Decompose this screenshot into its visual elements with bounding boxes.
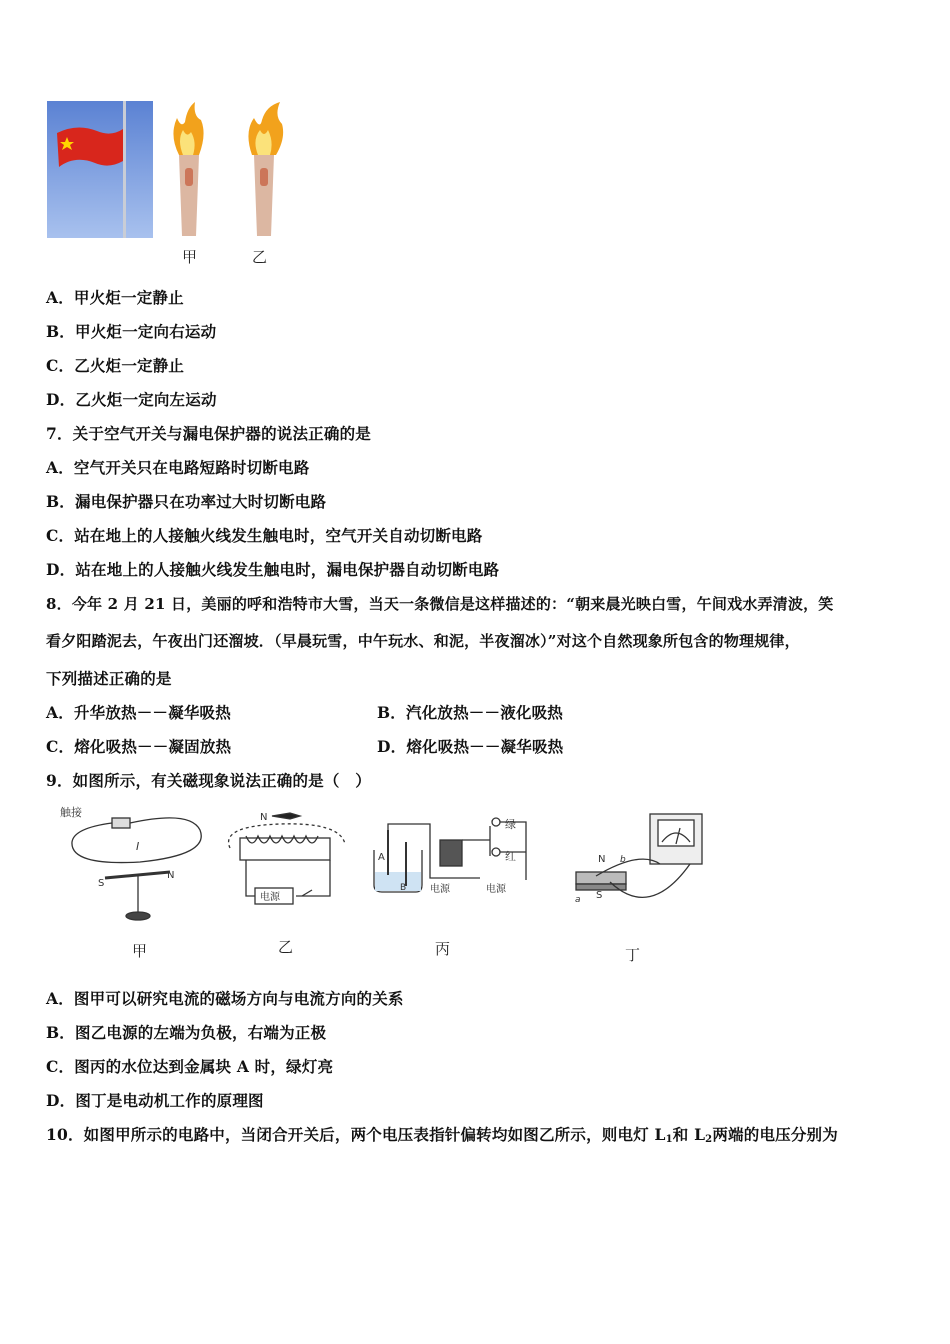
- q8-stem-line-2: 看夕阳踏泥去，午夜出门还溜坡．（早晨玩雪，中午玩水、和泥，半夜溜冰）”对这个自然现象所包含的物理规律，: [46, 632, 800, 650]
- q9-option-d: D．图丁是电动机工作的原理图: [46, 1091, 264, 1110]
- label-small-b: b: [620, 855, 626, 865]
- label-s2: S: [596, 890, 603, 901]
- label-b: B: [400, 883, 407, 893]
- label-a: A: [378, 852, 385, 863]
- label-power2: 电源: [430, 884, 450, 895]
- q9-option-b: B．图乙电源的左端为负极，右端为正极: [46, 1023, 327, 1042]
- q9-option-a: A．图甲可以研究电流的磁场方向与电流方向的关系: [46, 989, 404, 1008]
- magnetism-diagrams: [50, 800, 730, 970]
- q7-stem: 7．关于空气开关与漏电保护器的说法正确的是: [46, 424, 371, 443]
- diagram-jia: [60, 805, 201, 920]
- label-small-a: a: [575, 895, 581, 905]
- q8-option-b: B．汽化放热－－液化吸热: [377, 703, 564, 722]
- torch-jia: [165, 100, 210, 238]
- label-red: 红: [505, 850, 516, 863]
- caption-9-ding: 丁: [625, 946, 641, 964]
- label-n1: N: [167, 870, 175, 881]
- caption-9-jia: 甲: [132, 942, 148, 960]
- q7-option-c: C．站在地上的人接触火线发生触电时，空气开关自动切断电路: [46, 526, 483, 545]
- label-s1: S: [98, 878, 105, 889]
- label-touch: 触接: [60, 806, 82, 819]
- q10-l1-sub: 1: [665, 1134, 673, 1145]
- q8-stem-line-3: 下列描述正确的是: [46, 669, 172, 688]
- caption-yi: 乙: [252, 248, 268, 266]
- q10-l2: L: [694, 1125, 706, 1144]
- q9-option-c: C．图丙的水位达到金属块 A 时，绿灯亮: [46, 1057, 334, 1076]
- label-power1: 电源: [260, 892, 280, 903]
- q6-option-b: B．甲火炬一定向右运动: [46, 322, 217, 341]
- q10-stem-before: 10．如图甲所示的电路中，当闭合开关后，两个电压表指针偏转均如图乙所示，则电灯: [46, 1125, 655, 1144]
- torch-yi: [242, 100, 287, 238]
- q6-option-d: D．乙火炬一定向左运动: [46, 390, 217, 409]
- q8-option-c: C．熔化吸热－－凝固放热: [46, 737, 232, 756]
- q10-mid: 和: [672, 1125, 695, 1144]
- flag-photo: [47, 101, 153, 238]
- diagram-bing: [374, 818, 526, 895]
- caption-9-bing: 丙: [435, 940, 451, 958]
- q10-l2-sub: 2: [705, 1134, 713, 1145]
- label-power3: 电源: [486, 884, 506, 895]
- q7-option-a: A．空气开关只在电路短路时切断电路: [46, 458, 310, 477]
- q7-option-d: D．站在地上的人接触火线发生触电时，漏电保护器自动切断电路: [46, 560, 500, 579]
- q6-option-c: C．乙火炬一定静止: [46, 356, 185, 375]
- q8-stem-line-1: 8．今年 2 月 21 日，美丽的呼和浩特市大雪，当天一条微信是这样描述的：“朝来晨光映白雪，午间戏水弄清波，笑: [46, 595, 834, 613]
- q8-option-a: A．升华放热－－凝华吸热: [46, 703, 231, 722]
- label-current: I: [136, 840, 140, 853]
- q10-stem-after: 两端的电压分别为: [712, 1125, 838, 1144]
- label-green: 绿: [505, 818, 516, 831]
- q6-option-a: A．甲火炬一定静止: [46, 288, 184, 307]
- q10-stem: [46, 1123, 838, 1145]
- caption-jia: 甲: [182, 248, 198, 266]
- diagram-ding: [575, 814, 702, 905]
- q9-stem: 9．如图所示，有关磁现象说法正确的是（ ）: [46, 771, 371, 790]
- q10-l1: L: [654, 1125, 666, 1144]
- q7-option-b: B．漏电保护器只在功率过大时切断电路: [46, 492, 327, 511]
- q8-option-d: D．熔化吸热－－凝华吸热: [377, 737, 564, 756]
- label-n2: N: [260, 812, 268, 823]
- label-n3: N: [598, 854, 606, 865]
- diagram-yi: [229, 812, 345, 904]
- caption-9-yi: 乙: [278, 938, 294, 956]
